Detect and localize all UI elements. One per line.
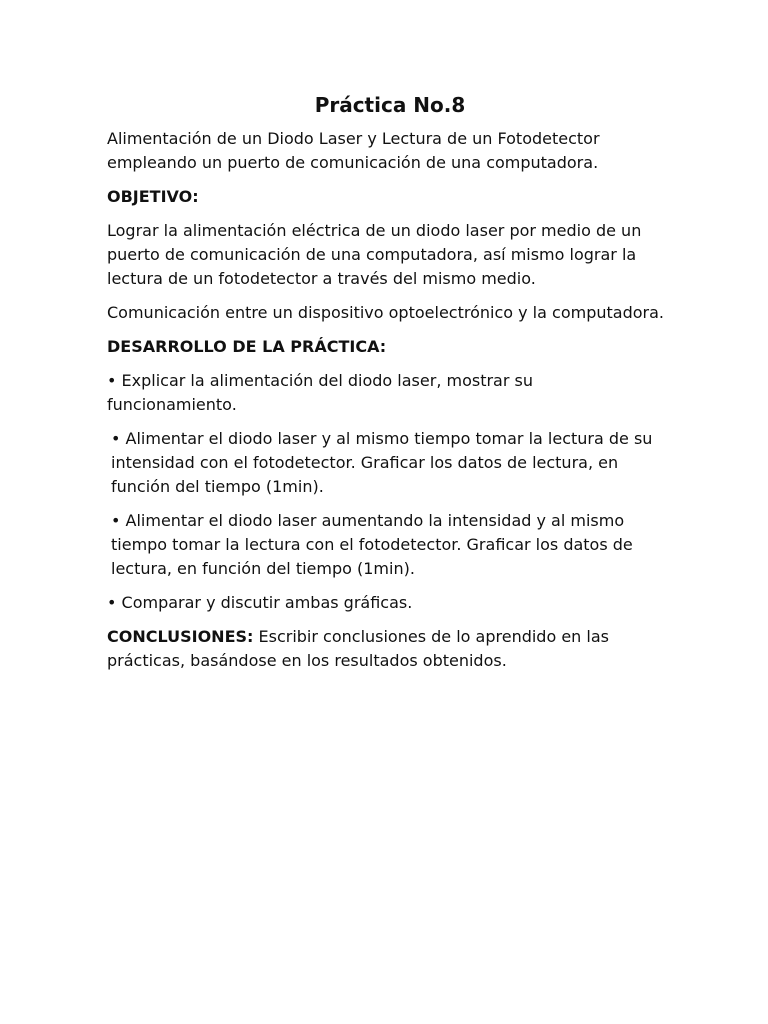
development-item: • Comparar y discutir ambas gráficas. bbox=[107, 593, 413, 612]
objective-paragraph: Comunicación entre un dispositivo optoelectrónico y la computadora. bbox=[107, 303, 664, 322]
development-heading: DESARROLLO DE LA PRÁCTICA: bbox=[107, 337, 387, 356]
conclusions-paragraph bbox=[107, 625, 667, 673]
development-item: • Explicar la alimentación del diodo laser, mostrar su funcionamiento. bbox=[107, 371, 533, 414]
conclusions-label: CONCLUSIONES: bbox=[107, 627, 254, 646]
page-title: Práctica No.8 bbox=[314, 93, 466, 117]
objective-heading: OBJETIVO: bbox=[107, 187, 199, 206]
objective-paragraph: Lograr la alimentación eléctrica de un diodo laser por medio de un puerto de comunicación de una computadora, así mismo lograr la lectura de un fotodetector a través del mismo medio. bbox=[107, 221, 642, 288]
conclusions-text: Escribir conclusiones de lo aprendido en las prácticas, basándose en los resultados obtenidos. bbox=[107, 627, 609, 670]
development-item: • Alimentar el diodo laser y al mismo tiempo tomar la lectura de su intensidad con el fotodetector. Graficar los datos de lectura, en función del tiempo (1min). bbox=[111, 429, 653, 496]
practice-subtitle: Alimentación de un Diodo Laser y Lectura de un Fotodetector empleando un puerto de comunicación de una computadora. bbox=[107, 129, 600, 172]
development-item: • Alimentar el diodo laser aumentando la intensidad y al mismo tiempo tomar la lectura con el fotodetector. Graficar los datos de lectura, en función del tiempo (1min). bbox=[111, 511, 633, 578]
document-page bbox=[107, 92, 667, 683]
